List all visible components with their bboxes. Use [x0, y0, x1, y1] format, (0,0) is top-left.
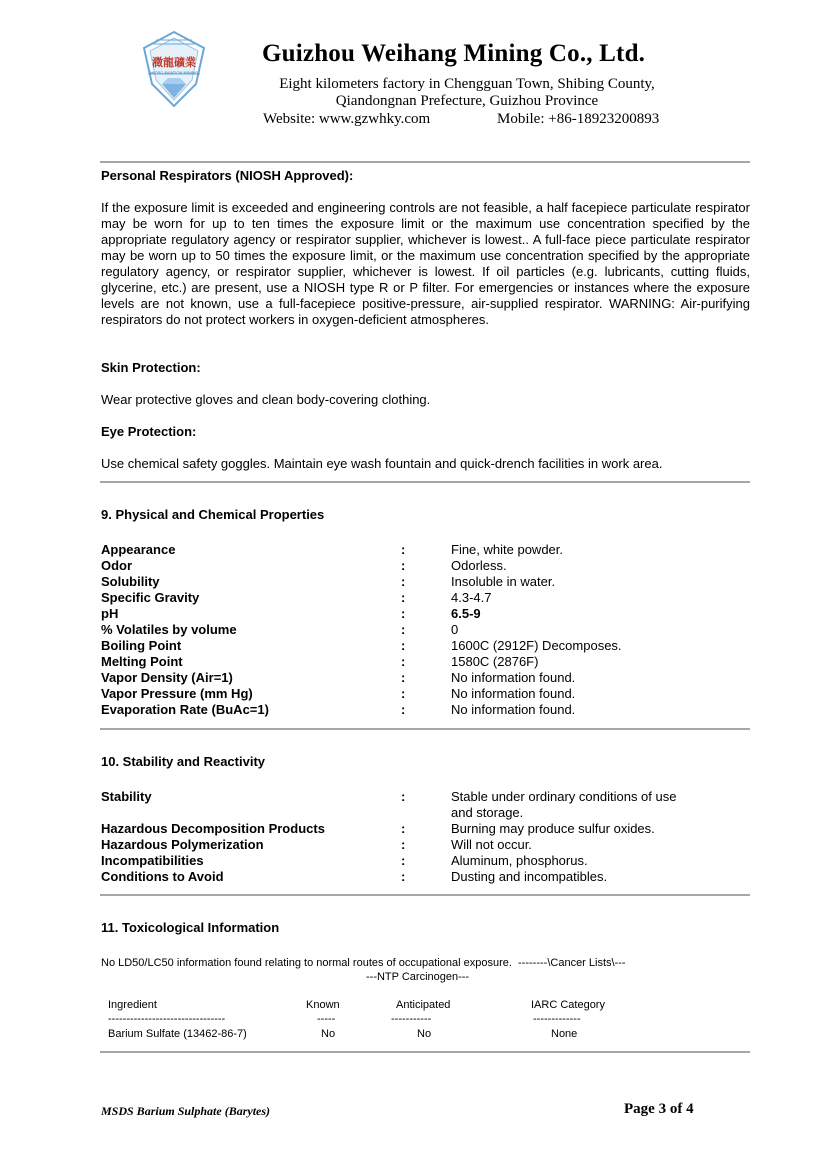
- respirators-text: If the exposure limit is exceeded and engineering controls are not feasible, a half facepiece particulate respirator may be worn for up to ten times the exposure limit or the maximum use concentration specified by the appropriate regulatory agency or respirator supplier, whichever is lowest.. A full-face piece particulate respirator may be worn up to 50 times the exposure limit, or the maximum use concentration specified by the appropriate regulatory agency, or respirator supplier, whichever is lowest. If oil particles (e.g. lubricants, cutting fluids, glycerine, etc.) are present, use a NIOSH type R or P filter. For emergencies or instances where the exposure levels are not known, use a full-facepiece positive-pressure, air-supplied respirator. WARNING: Air-purifying respirators do not protect workers in oxygen-deficient atmospheres.: [101, 200, 750, 327]
- stability-row: [101, 853, 750, 869]
- property-label: Evaporation Rate (BuAc=1): [101, 702, 269, 717]
- logo-subtext: MICRO AVIATION MINING: [150, 70, 198, 75]
- company-logo: [138, 30, 210, 110]
- dash-ingredient: --------------------------------: [108, 1013, 226, 1025]
- address-line-1: Eight kilometers factory in Chengguan Town, Shibing County,: [279, 76, 655, 92]
- stability-value: Burning may produce sulfur oxides.: [451, 821, 655, 836]
- property-colon: :: [401, 670, 406, 685]
- property-colon: :: [401, 606, 406, 621]
- skin-text: Wear protective gloves and clean body-covering clothing.: [101, 392, 431, 407]
- stability-table: [101, 789, 750, 885]
- property-value: 1600C (2912F) Decomposes.: [451, 638, 622, 653]
- property-value: 1580C (2876F): [451, 654, 539, 669]
- dash-anticipated: -----------: [391, 1013, 432, 1025]
- property-colon: :: [401, 574, 406, 589]
- section-10-heading: 10. Stability and Reactivity: [101, 754, 266, 769]
- property-value: 6.5-9: [451, 606, 481, 621]
- stability-value-cont: and storage.: [451, 805, 524, 820]
- property-label: Vapor Density (Air=1): [101, 670, 233, 685]
- cell-anticipated: No: [417, 1028, 432, 1040]
- address-line-2: Qiandongnan Prefecture, Guizhou Province: [335, 93, 599, 109]
- property-label: Boiling Point: [101, 638, 182, 653]
- divider: [100, 894, 750, 896]
- property-label: Specific Gravity: [101, 590, 200, 605]
- logo-text: 瀓龍礦業: [152, 56, 196, 69]
- divider: [100, 1051, 750, 1053]
- section-11-heading: 11. Toxicological Information: [101, 920, 280, 935]
- divider: [100, 481, 750, 483]
- property-colon: :: [401, 622, 406, 637]
- stability-row: [101, 837, 750, 853]
- stability-label: Hazardous Decomposition Products: [101, 821, 325, 836]
- property-colon: :: [401, 702, 406, 717]
- stability-colon: :: [401, 869, 406, 884]
- stability-label: Conditions to Avoid: [101, 869, 224, 884]
- stability-colon: :: [401, 821, 406, 836]
- divider: [100, 161, 750, 163]
- col-anticipated: Anticipated: [396, 999, 451, 1011]
- company-name: Guizhou Weihang Mining Co., Ltd.: [262, 40, 646, 67]
- property-label: Odor: [101, 558, 133, 573]
- cell-iarc: None: [551, 1028, 578, 1040]
- footer-document-title: MSDS Barium Sulphate (Barytes): [101, 1104, 271, 1118]
- stability-colon: :: [401, 837, 406, 852]
- respirators-heading: Personal Respirators (NIOSH Approved):: [101, 168, 354, 183]
- stability-row: [101, 821, 750, 837]
- cell-ingredient: Barium Sulfate (13462-86-7): [108, 1028, 247, 1040]
- property-colon: :: [401, 654, 406, 669]
- divider: [100, 728, 750, 730]
- eye-text: Use chemical safety goggles. Maintain eye wash fountain and quick-drench facilities in work area.: [101, 456, 663, 471]
- property-colon: :: [401, 686, 406, 701]
- col-ingredient: Ingredient: [108, 999, 157, 1011]
- property-row: [101, 622, 750, 638]
- stability-label: Stability: [101, 789, 152, 804]
- property-row: [101, 638, 750, 654]
- property-value: No information found.: [451, 702, 576, 717]
- property-row: [101, 686, 750, 702]
- property-value: 4.3-4.7: [451, 590, 492, 605]
- property-value: No information found.: [451, 686, 576, 701]
- property-label: Vapor Pressure (mm Hg): [101, 686, 253, 701]
- property-colon: :: [401, 542, 406, 557]
- property-label: pH: [101, 606, 119, 621]
- property-row: [101, 702, 750, 718]
- property-row: [101, 670, 750, 686]
- property-colon: :: [401, 590, 406, 605]
- stability-value: Will not occur.: [451, 837, 532, 852]
- property-colon: :: [401, 558, 406, 573]
- properties-table: [101, 542, 750, 718]
- property-label: Melting Point: [101, 654, 183, 669]
- tox-line-2: ---NTP Carcinogen---: [366, 971, 470, 983]
- property-label: Solubility: [101, 574, 160, 589]
- property-value: Odorless.: [451, 558, 507, 573]
- property-row: [101, 590, 750, 606]
- cell-known: No: [321, 1028, 336, 1040]
- property-row: [101, 558, 750, 574]
- stability-value: Dusting and incompatibles.: [451, 869, 608, 884]
- stability-label: Incompatibilities: [101, 853, 204, 868]
- website: Website: www.gzwhky.com: [263, 111, 431, 127]
- property-label: % Volatiles by volume: [101, 622, 237, 637]
- property-row: [101, 654, 750, 670]
- stability-colon: :: [401, 789, 406, 804]
- property-value: Fine, white powder.: [451, 542, 564, 557]
- property-value: 0: [451, 622, 459, 637]
- property-row: [101, 574, 750, 590]
- col-iarc: IARC Category: [531, 999, 605, 1011]
- dash-known: -----: [317, 1013, 336, 1025]
- section-9-heading: 9. Physical and Chemical Properties: [101, 507, 325, 522]
- mobile: Mobile: +86-18923200893: [497, 111, 660, 127]
- col-known: Known: [306, 999, 340, 1011]
- footer-page-number: Page 3 of 4: [624, 1101, 694, 1117]
- property-row: [101, 606, 750, 622]
- dash-iarc: -------------: [533, 1013, 581, 1025]
- property-colon: :: [401, 638, 406, 653]
- stability-row: [101, 869, 750, 885]
- stability-value: Stable under ordinary conditions of use: [451, 789, 677, 804]
- eye-heading: Eye Protection:: [101, 424, 197, 439]
- property-value: Insoluble in water.: [451, 574, 556, 589]
- stability-row: [101, 789, 750, 821]
- property-value: No information found.: [451, 670, 576, 685]
- property-label: Appearance: [101, 542, 176, 557]
- skin-heading: Skin Protection:: [101, 360, 201, 375]
- property-row: [101, 542, 750, 558]
- tox-line-1: No LD50/LC50 information found relating to normal routes of occupational exposure. --------\Cancer Lists\---: [101, 957, 626, 969]
- stability-value: Aluminum, phosphorus.: [451, 853, 588, 868]
- stability-label: Hazardous Polymerization: [101, 837, 264, 852]
- stability-colon: :: [401, 853, 406, 868]
